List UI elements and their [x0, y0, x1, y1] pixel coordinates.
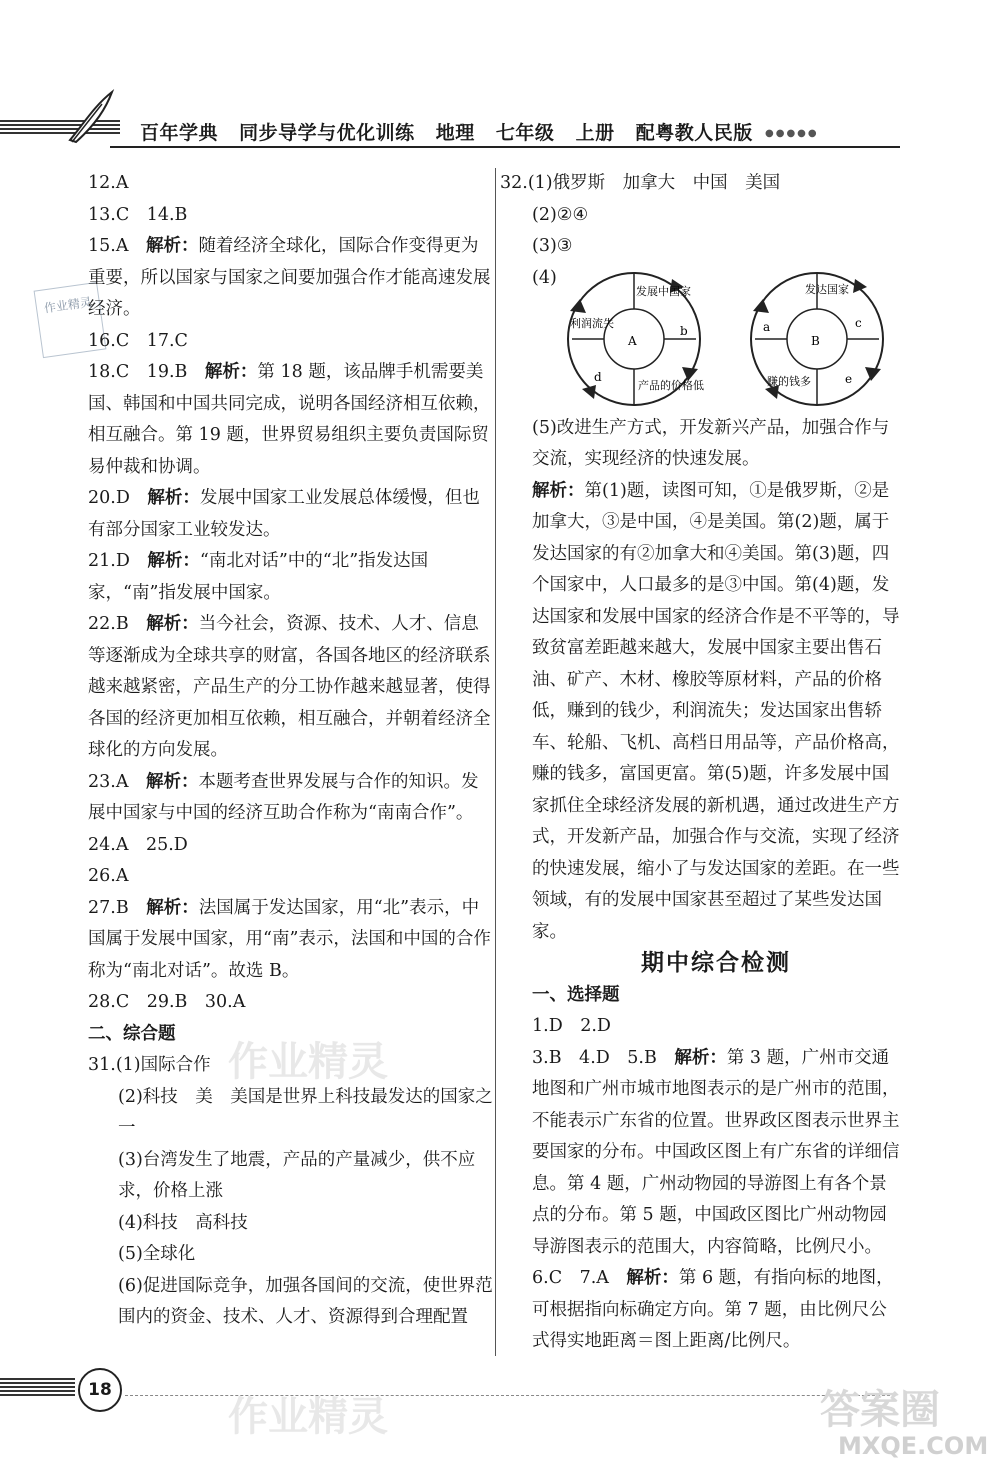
header-dots: ●●●●●	[765, 128, 819, 139]
answer-21: 21.D 解析：“南北对话”中的“北”指发达国家，“南”指发展中国家。	[88, 551, 429, 603]
volume: 上册	[575, 122, 615, 144]
q32-analysis: 解析：第(1)题，读图可知，①是俄罗斯，②是加拿大，③是中国，④是美国。第(2)题，属于发达国家的有②加拿大和④美国。第(3)题，四个国家中，人口最多的是③中国。第(4)题，发达国家和发展中国家的经济合作是不平等的，导致贫富差距越来越大，发展中国家主要出售石油、矿产、木材、橡胶等原材料，产品的价格低，赚到的钱少，利润流失；发达国家出售轿车、轮船、飞机、高档日用品等，产品价格高，赚的钱多，富国更富。第(5)题，许多发展中国家抓住全球经济发展的新机遇，通过改进生产方式，开发新产品，加强合作与交流，实现了经济的快速发展，缩小了与发达国家的差距。在一些领域，有的发展中国家甚至超过了某些发达国家。	[532, 480, 900, 942]
answer-28-30: 28.C 29.B 30.A	[88, 992, 246, 1012]
answer-18-19: 18.C 19.B 解析：第 18 题，该品牌手机需要美国、韩国和中国共同完成，说明各国经济相互依赖，相互融合。第 19 题，世界贸易组织主要负责国际贸易仲裁和协调。	[88, 362, 491, 477]
q31-6: (6)促进国际竞争，加强各国间的交流，使世界范围内的资金、技术、人才、资源得到合理配置	[118, 1275, 493, 1327]
edition: 配粤教人民版	[635, 122, 753, 144]
left-column	[88, 168, 493, 1334]
diagram-a-center: A	[628, 333, 637, 348]
page-number: 18	[78, 1368, 122, 1412]
series: 同步导学与优化训练	[239, 122, 415, 144]
footer-rule	[125, 1395, 895, 1396]
cycle-diagram-b	[737, 265, 897, 413]
page-header	[0, 88, 1000, 158]
answer-26: 26.A	[88, 866, 129, 886]
column-divider	[495, 168, 496, 1356]
answer-16-17: 16.C 17.C	[88, 330, 188, 351]
q31-5: (5)全球化	[118, 1244, 196, 1264]
cycle-diagram-a	[554, 265, 714, 413]
answer-12: 12.A	[88, 173, 129, 193]
site-watermark: MXQE.COM	[838, 1432, 989, 1460]
grade: 七年级	[495, 122, 555, 144]
midterm-title: 期中综合检测	[641, 950, 791, 976]
answer-24-25: 24.A 25.D	[88, 834, 188, 855]
diagram-b-br: e	[845, 371, 853, 386]
watermark-bottom: 作业精灵	[228, 1394, 388, 1440]
q32-1: 32.(1)俄罗斯 加拿大 中国 美国	[500, 173, 781, 193]
watermark-mid: 作业精灵	[228, 1039, 388, 1085]
q32-5: (5)改进生产方式，开发新兴产品，加强合作与交流，实现经济的快速发展。	[532, 417, 890, 469]
section-2-title: 二、综合题	[88, 1023, 176, 1044]
midterm-subtitle: 一、选择题	[532, 984, 620, 1005]
q31-3: (3)台湾发生了地震，产品的产量减少，供不应求，价格上涨	[118, 1149, 476, 1201]
diagram-a-left: 利润流失	[570, 316, 614, 330]
q32-3: (3)③	[532, 236, 573, 256]
header-rule	[110, 146, 900, 148]
diagram-a-bottom: 产品的价格低	[638, 378, 704, 392]
midterm-answer-6-7: 6.C 7.A 解析：第 6 题，有指向标的地图，可根据指向标确定方向。第 7 题，由比例尺公式得实地距离＝图上距离/比例尺。	[532, 1268, 894, 1351]
right-column	[500, 168, 900, 1358]
q31-2: (2)科技 美 美国是世界上科技最发达的国家之一	[118, 1086, 493, 1138]
header-title	[140, 118, 767, 145]
quill-icon	[62, 88, 122, 148]
stamp: 作业精灵	[34, 282, 107, 358]
subject: 地理	[435, 122, 475, 144]
answer-20: 20.D 解析：发展中国家工业发展总体缓慢，但也有部分国家工业较发达。	[88, 488, 480, 540]
q31-4: (4)科技 高科技	[118, 1212, 248, 1233]
cycle-diagrams	[532, 263, 900, 413]
diagram-b-center: B	[811, 333, 820, 348]
answer-15: 15.A 解析：随着经济全球化，国际合作变得更为重要，所以国家与国家之间要加强合作才能高速发展经济。	[88, 236, 491, 319]
answer-22: 22.B 解析：当今社会，资源、技术、人才、信息等逐渐成为全球共享的财富，各国各地区的经济联系越来越紧密，产品生产的分工协作越来越显著，使得各国的经济更加相互依赖，相互融合，并朝着经济全球化的方向发展。	[88, 614, 491, 760]
diagram-a-bl: d	[594, 369, 602, 384]
diagram-a-right: b	[680, 323, 688, 338]
diagram-b-bottom: 赚的钱多	[767, 374, 811, 388]
midterm-answer-1-2: 1.D 2.D	[532, 1016, 611, 1036]
site-logo: 答案圈	[820, 1387, 940, 1433]
answer-13-14: 13.C 14.B	[88, 204, 188, 225]
q32-4: (4)	[532, 267, 557, 288]
diagram-a-top: 发展中国家	[636, 284, 691, 298]
answer-27: 27.B 解析：法国属于发达国家，用“北”表示，中国属于发展中国家，用“南”表示，法国和中国的合作称为“南北对话”。故选 B。	[88, 897, 491, 981]
footer-stripe	[0, 1378, 75, 1398]
brand: 百年学典	[140, 122, 219, 144]
answer-23: 23.A 解析：本题考查世界发展与合作的知识。发展中国家与中国的经济互助合作称为“南南合作”。	[88, 771, 479, 823]
diagram-b-right: c	[855, 315, 862, 330]
diagram-b-left: a	[763, 319, 771, 334]
diagram-b-top: 发达国家	[805, 282, 849, 296]
q32-2: (2)②④	[532, 204, 589, 225]
q31-1: 31.(1)国际合作	[88, 1055, 211, 1075]
midterm-answer-3-5: 3.B 4.D 5.B 解析：第 3 题，广州市交通地图和广州市城市地图表示的是广州市的范围，不能表示广东省的位置。世界政区图表示世界主要国家的分布。中国政区图上有广东省的详细信息。第 4 题，广州动物园的导游图上有各个景点的分布。第 5 题，中国政区图比广州动物园导游图表示的范围大，内容简略，比例尺小。	[532, 1047, 900, 1257]
